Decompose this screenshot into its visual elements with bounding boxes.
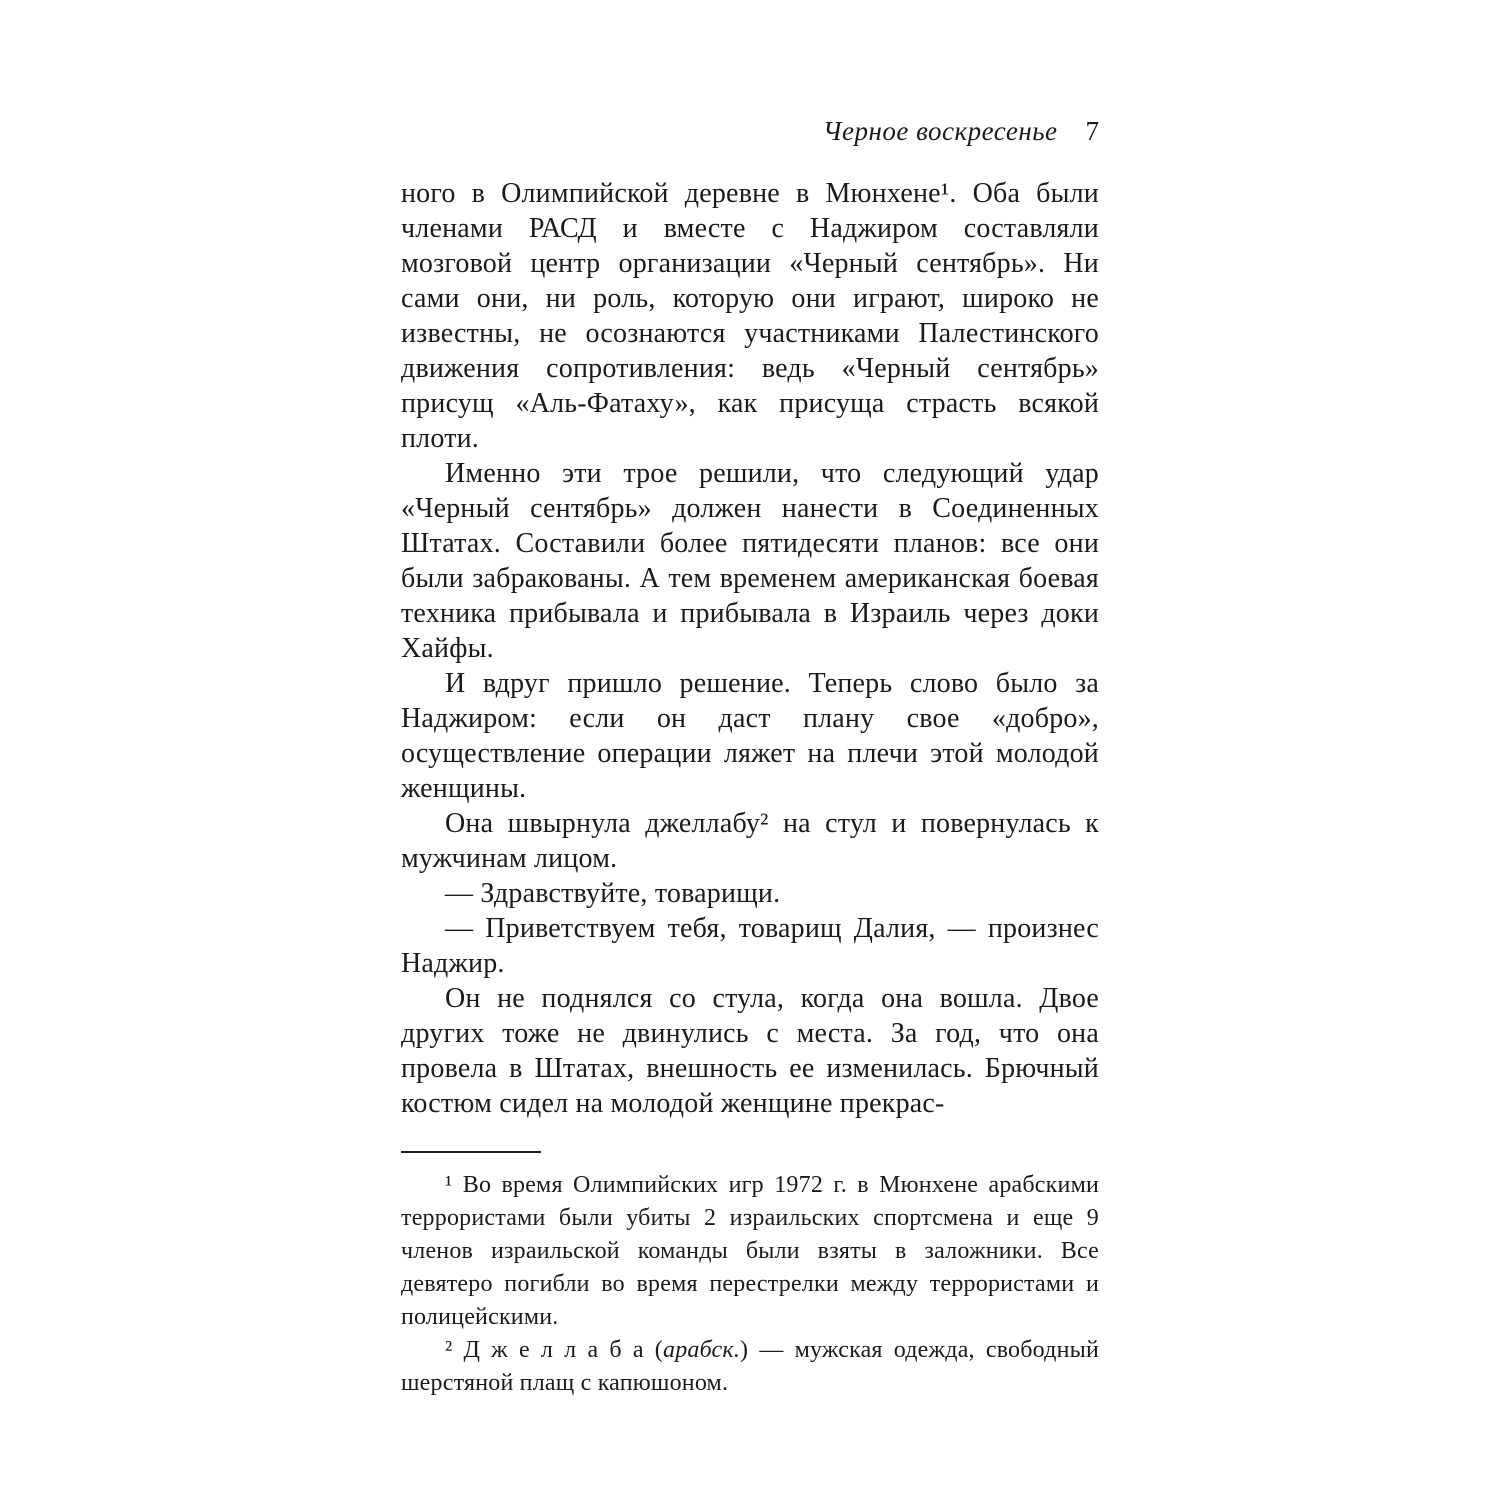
running-header-title: Черное воскресенье — [822, 116, 1058, 146]
body-paragraph: И вдруг пришло решение. Теперь слово было за Наджиром: если он даст плану свое «добро», осуществление операции ляжет на плечи этой молодой женщины. — [401, 668, 1099, 804]
footnotes — [401, 1169, 1099, 1400]
dialogue-line: — Здравствуйте, товарищи. — [445, 878, 781, 909]
footnote-2-prefix: ² Д ж е л л а б а ( — [445, 1337, 663, 1363]
footnote-1: ¹ Во время Олимпийских игр 1972 г. в Мюнхене арабскими террористами были убиты 2 израильских спортсмена и еще 9 членов израильской команды были взяты в заложники. Все девятеро погибли во время перестрелки между террористами и полицейскими. — [401, 1172, 1099, 1330]
body-paragraph: ного в Олимпийской деревне в Мюнхене¹. Оба были членами РАСД и вместе с Наджиром составляли мозговой центр организации «Черный сентябрь». Ни сами они, ни роль, которую они играют, широко не известны, не осознаются участниками Палестинского движения сопротивления: ведь «Черный сентябрь» присущ «Аль-Фатаху», как присуща страсть всякой плоти. — [401, 178, 1099, 454]
dialogue-line: — Приветствуем тебя, товарищ Далия, — произнес Наджир. — [401, 913, 1099, 979]
body-paragraph: Именно эти трое решили, что следующий удар «Черный сентябрь» должен нанести в Соединенных Штатах. Составили более пятидесяти планов: все они были забракованы. А тем временем американская боевая техника прибывала и прибывала в Израиль через доки Хайфы. — [401, 458, 1099, 664]
running-header — [401, 114, 1099, 148]
page-number: 7 — [1085, 116, 1099, 146]
footnote-2-lang-label: арабск. — [663, 1337, 741, 1363]
body-paragraph: Она швырнула джеллабу² на стул и повернулась к мужчинам лицом. — [401, 808, 1099, 874]
body-paragraph: Он не поднялся со стула, когда она вошла. Двое других тоже не двинулись с места. За год, что она провела в Штатах, внешность ее изменилась. Брючный костюм сидел на молодой женщине прекрас- — [401, 983, 1099, 1119]
body-text — [401, 176, 1099, 1121]
footnote-2 — [401, 1334, 1099, 1400]
footnote-2-suffix: ) — мужская одежда, свободный шерстяной плащ с капюшоном. — [401, 1337, 1100, 1396]
footnote-separator — [401, 1151, 541, 1153]
text-column — [401, 0, 1099, 1400]
